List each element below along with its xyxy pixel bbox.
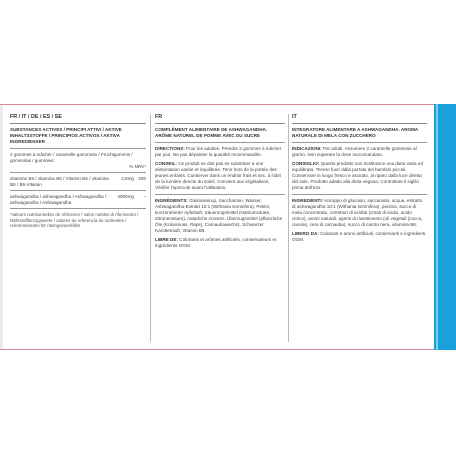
directions-label: DIRECTIONS: <box>155 146 185 151</box>
column-header: FR / IT / DE / ES / SE <box>10 114 146 124</box>
nutrient-name: ashwagandha / ashwagandha / Ashwagandha / ashwagandha / Ashwagandha <box>10 194 107 205</box>
nrv-footnote: *valeurs nutritionnelles de référence / valori nutritivi di riferimento / Nährstoffbezugswerte / valores de referencia de nutrientes / referensvärden för näringsinnehållet <box>10 212 139 229</box>
free-from-paragraph <box>292 231 427 243</box>
advice-text: Questo prodotto non sostituisce una dieta varia ed equilibrata. Tenere fuori dalla portata dei bambini piccoli. Conservare in luogo fresco e asciutto, al riparo dalla luce diretta del sole. Prodotto adatto alla dieta vegana. Controllare il sigillo prima dell'uso. <box>292 161 423 190</box>
dose-text: 2 gommes à mâcher / caramelle gommose / Fruchtgummis / gominolas / gummies: <box>10 152 133 163</box>
free-from-text: Colorants et arômes artificiels, conservateurs et ingrédients OGM. <box>155 237 277 248</box>
product-title: INTEGRATORE ALIMENTARE A ASHWAGANDHA. AROMA NATURALE DI MELA CON ZUCCHERO <box>292 127 419 138</box>
nrv-heading: % NRV* <box>129 164 146 169</box>
ingredients-paragraph <box>292 198 427 228</box>
french-text-column <box>155 114 285 252</box>
nutrient-name: vitamine B6 / vitamina B6 / Vitamin B6 / vitamina B6 / B6-Vitamin <box>10 176 109 187</box>
directions-text: Pour les adultes. Prendre 2 gommes à mâcher par jour. Ne pas dépasser la quantité recommandée. <box>155 146 282 157</box>
product-label-panel <box>0 104 456 350</box>
divider <box>155 194 285 195</box>
blue-bar-highlight <box>436 104 438 350</box>
nutrient-nrv: 200 <box>138 176 146 181</box>
directions-text: Per adulti. Assumere 2 caramelle gommose al giorno. Non superare la dose raccomandata. <box>292 146 417 157</box>
column-header: IT <box>292 114 427 124</box>
divider <box>10 172 146 173</box>
divider <box>292 142 427 143</box>
nutrient-row <box>10 176 146 188</box>
ingredients-text: sciroppo di glucosio, saccarosio, acqua, estratto di ashwagandha 10:1 (Withania somnifera), pectina, succo di mela concentrato, correttori di acidità (citrati di sodio, acido citrico), aromi naturali, agenti di rivestimento (oli vegetali (cocco, canola), cera di carnauba), succo di carota nera, vitamina B6. <box>292 198 423 227</box>
ingredients-label: INGREDIENTI: <box>292 198 324 203</box>
active-substances-heading: SUBSTANCES ACTIVES / PRINCIPI ATTIVI / AKTIVE INHALTSSTOFFE / PRINCIPIOS ACTIVOS / AKTIVA INGREDIENSER <box>10 127 122 144</box>
free-from-label: LIBRE DE: <box>155 237 178 242</box>
blue-side-bar <box>434 104 456 350</box>
nutrient-row <box>10 194 146 206</box>
free-from-text: Coloranti e aromi artificiali, conservanti e ingredienti OGM. <box>292 231 426 242</box>
nutrient-amount: 2,8mg <box>121 176 134 181</box>
top-rule <box>0 104 434 105</box>
nutrient-amount: 3000mg <box>117 194 134 199</box>
multilingual-nutrition-column <box>10 114 146 229</box>
divider <box>10 208 146 209</box>
divider <box>292 194 427 195</box>
nutrient-nrv: – <box>143 194 146 199</box>
directions-paragraph <box>155 146 285 158</box>
column-divider-1 <box>150 114 151 342</box>
divider <box>10 148 146 149</box>
product-title: COMPLÉMENT ALIMENTAIRE DE ASHWAGANDHA. ARÔME NATUREL DE POMME AVEC DU SUCRE <box>155 127 268 138</box>
ingredients-label: INGRÉDIENTS: <box>155 198 188 203</box>
free-from-paragraph <box>155 237 285 249</box>
divider <box>10 190 146 191</box>
advice-label: CONSIGLIO: <box>292 161 320 166</box>
column-divider-2 <box>288 114 289 342</box>
advice-text: Ce produit ne doit pas se substituer à une alimentation variée et équilibrée. Tenir hors de la portée des jeunes enfants. Conserver dans un endroit frais et sec, à l'abri de la lumière directe du soleil. Convient aux végétaliens. Vérifier l'opercule avant l'utilisation. <box>155 161 281 190</box>
left-edge <box>0 104 3 350</box>
advice-label: CONSEIL: <box>155 161 177 166</box>
italian-text-column <box>292 114 427 246</box>
directions-label: INDICAZIONI: <box>292 146 322 151</box>
ingredients-text: Glukosesirup, Saccharose, Wasser, Ashwagandha-Extrakt 10:1 (Withania somnifera), Pektin, konzentrierter Apfelsaft, Säuerungsmittel (Natriumcitrate, Zitronensäure), natürliche Aromen, Überzugsmittel (pflanzliche Öle (Kokosnuss, Raps), Carnaubawachs), Schwarzer Karottensaft, Vitamin B6. <box>155 198 283 233</box>
free-from-label: LIBERO DA: <box>292 231 319 236</box>
directions-paragraph <box>292 146 427 158</box>
bottom-rule <box>0 349 434 350</box>
ingredients-paragraph <box>155 198 285 234</box>
advice-paragraph <box>292 161 427 191</box>
advice-paragraph <box>155 161 285 191</box>
column-header: FR <box>155 114 285 124</box>
divider <box>155 142 285 143</box>
